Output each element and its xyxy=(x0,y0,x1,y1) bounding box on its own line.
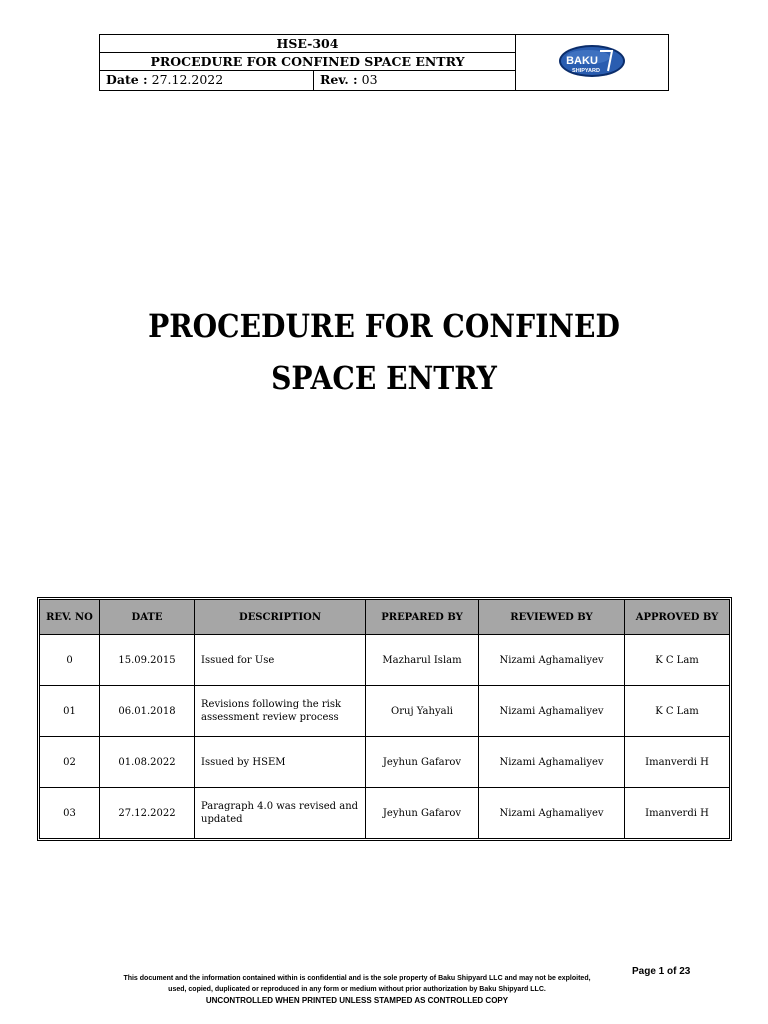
date-value: 27.12.2022 xyxy=(151,72,224,87)
document-header xyxy=(99,34,669,91)
cell-date: 15.09.2015 xyxy=(100,635,195,686)
table-header-row xyxy=(40,600,730,635)
header-date-rev-row xyxy=(100,71,515,90)
date-cell xyxy=(100,71,314,90)
cell-rev: 01 xyxy=(40,686,100,737)
footer-disclaimer xyxy=(92,973,622,1006)
cell-approved: K C Lam xyxy=(625,686,730,737)
cell-approved: K C Lam xyxy=(625,635,730,686)
col-header-date: DATE xyxy=(100,600,195,635)
table-row xyxy=(40,635,730,686)
table-row xyxy=(40,737,730,788)
table-row xyxy=(40,788,730,839)
confidential-line-1: This document and the information contained within is confidential and is the sole property of Baku Shipyard LLC and may not be exploited, xyxy=(123,975,591,982)
rev-cell xyxy=(314,71,515,90)
cell-date: 27.12.2022 xyxy=(100,788,195,839)
cell-prepared: Oruj Yahyali xyxy=(366,686,479,737)
table-row xyxy=(40,686,730,737)
rev-label: Rev. : xyxy=(320,72,358,87)
document-title xyxy=(120,300,648,404)
cell-description: Issued for Use xyxy=(195,635,366,686)
header-doc-title: PROCEDURE FOR CONFINED SPACE ENTRY xyxy=(100,53,515,71)
cell-reviewed: Nizami Aghamaliyev xyxy=(479,788,625,839)
cell-rev: 02 xyxy=(40,737,100,788)
baku-shipyard-logo xyxy=(516,35,668,90)
cell-reviewed: Nizami Aghamaliyev xyxy=(479,635,625,686)
title-line-2: SPACE ENTRY xyxy=(271,359,497,397)
cell-reviewed: Nizami Aghamaliyev xyxy=(479,686,625,737)
col-header-reviewed-by: REVIEWED BY xyxy=(479,600,625,635)
cell-approved: Imanverdi H xyxy=(625,788,730,839)
logo-text-shipyard: SHIPYARD xyxy=(572,68,600,74)
cell-description: Issued by HSEM xyxy=(195,737,366,788)
header-info xyxy=(100,35,516,90)
revision-history-table xyxy=(39,599,730,839)
uncontrolled-notice: UNCONTROLLED WHEN PRINTED UNLESS STAMPED AS CONTROLLED COPY xyxy=(205,996,509,1005)
confidential-line-2: used, copied, duplicated or reproduced in any form or medium without prior authorization by Baku Shipyard LLC. xyxy=(168,986,546,993)
page-number: Page 1 of 23 xyxy=(632,966,691,977)
date-label: Date : xyxy=(106,72,148,87)
cell-approved: Imanverdi H xyxy=(625,737,730,788)
company-logo xyxy=(516,35,668,90)
col-header-description: DESCRIPTION xyxy=(195,600,366,635)
cell-prepared: Jeyhun Gafarov xyxy=(366,788,479,839)
cell-rev: 0 xyxy=(40,635,100,686)
title-line-1: PROCEDURE FOR CONFINED xyxy=(148,307,620,345)
cell-description: Paragraph 4.0 was revised and updated xyxy=(195,788,366,839)
cell-prepared: Mazharul Islam xyxy=(366,635,479,686)
cell-prepared: Jeyhun Gafarov xyxy=(366,737,479,788)
col-header-prepared-by: PREPARED BY xyxy=(366,600,479,635)
cell-description: Revisions following the risk assessment review process xyxy=(195,686,366,737)
logo-text-baku: BAKU xyxy=(566,55,598,67)
col-header-rev-no: REV. NO xyxy=(40,600,100,635)
cell-rev: 03 xyxy=(40,788,100,839)
col-header-approved-by: APPROVED BY xyxy=(625,600,730,635)
cell-date: 01.08.2022 xyxy=(100,737,195,788)
cell-reviewed: Nizami Aghamaliyev xyxy=(479,737,625,788)
doc-code: HSE-304 xyxy=(100,35,515,53)
cell-date: 06.01.2018 xyxy=(100,686,195,737)
rev-value: 03 xyxy=(361,72,378,87)
